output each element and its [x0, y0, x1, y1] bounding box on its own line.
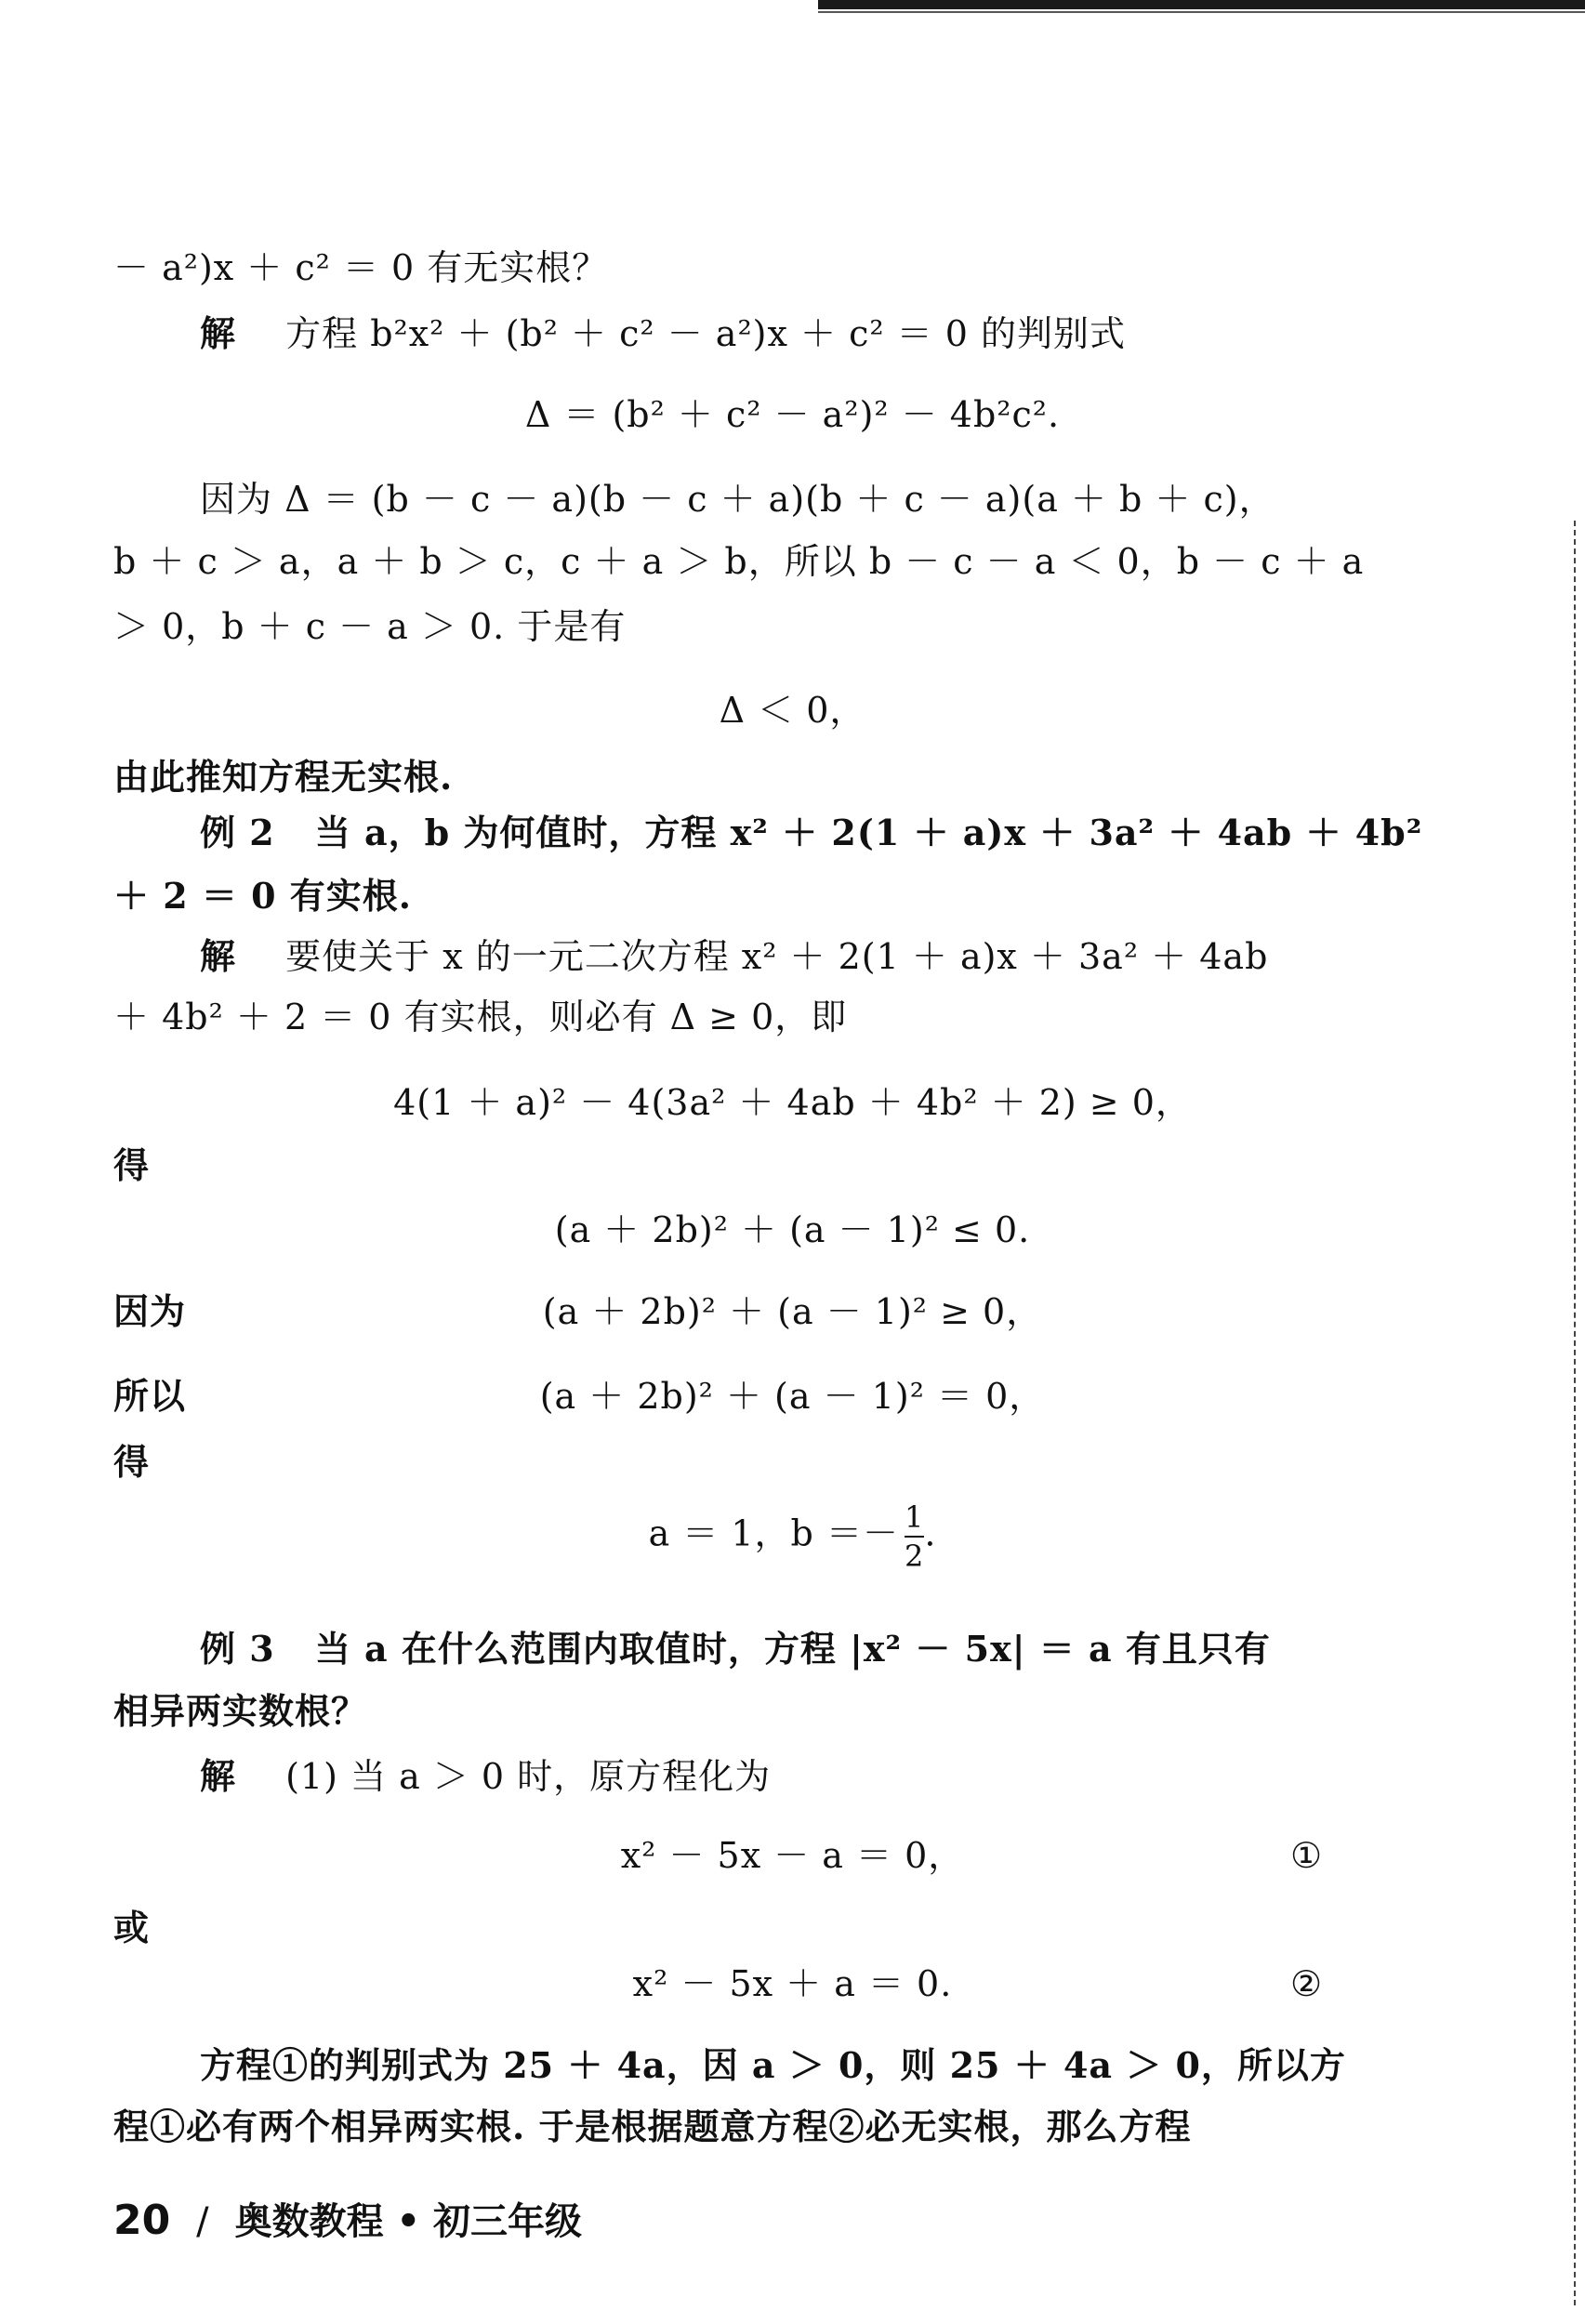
fraction	[905, 1499, 924, 1575]
text-span: 方程 b²x² ＋ (b² ＋ c² － a²)x ＋ c² ＝ 0 的判别式	[285, 313, 1127, 354]
solution-label: 解	[200, 1755, 237, 1797]
text-line: 所以	[113, 1375, 187, 1417]
top-edge-line	[818, 11, 1585, 13]
equation: 4(1 ＋ a)² － 4(3a² ＋ 4ab ＋ 4b² ＋ 2) ≥ 0，	[393, 1082, 1192, 1123]
page-footer	[113, 2192, 582, 2245]
text-line: 得	[113, 1441, 151, 1483]
text-line: － a²)x ＋ c² ＝ 0 有无实根？	[113, 247, 609, 288]
equation: (a ＋ 2b)² ＋ (a － 1)² ＝ 0，	[539, 1376, 1046, 1417]
text-line	[200, 310, 1126, 358]
equation: x² － 5x ＋ a ＝ 0.	[632, 1963, 953, 2004]
solution-label: 解	[200, 935, 237, 977]
equation: Δ ＝ (b² ＋ c² － a²)² － 4b²c².	[524, 394, 1061, 435]
solution-label: 解	[200, 312, 237, 354]
footer-separator: /	[196, 2200, 209, 2243]
equation: (a ＋ 2b)² ＋ (a － 1)² ≤ 0.	[554, 1209, 1031, 1250]
equation-end: .	[924, 1512, 937, 1554]
text-line: 或	[113, 1907, 151, 1948]
equation: (a ＋ 2b)² ＋ (a － 1)² ≥ 0，	[542, 1291, 1043, 1332]
text-line: ＞ 0，b ＋ c － a ＞ 0. 于是有	[113, 606, 627, 647]
equation: x² － 5x － a ＝ 0，	[620, 1835, 965, 1876]
equation	[0, 1499, 1585, 1575]
equation: Δ ＜ 0，	[719, 690, 866, 731]
text-line: 因为 Δ ＝ (b － c － a)(b － c ＋ a)(b ＋ c － a)(a ＋ b ＋ c)，	[200, 479, 1275, 520]
text-line: 方程①的判别式为 25 ＋ 4a，因 a ＞ 0，则 25 ＋ 4a ＞ 0，所以方	[200, 2044, 1346, 2086]
text-line: 相异两实数根？	[113, 1690, 368, 1732]
equation-number: ①	[1290, 1835, 1323, 1876]
text-line: 得	[113, 1144, 151, 1186]
text-line	[200, 809, 1422, 857]
equation-text: a ＝ 1，b ＝－	[648, 1512, 899, 1554]
text-line: ＋ 4b² ＋ 2 ＝ 0 有实根，则必有 Δ ≥ 0，即	[113, 997, 848, 1037]
text-line: ＋ 2 ＝ 0 有实根.	[113, 875, 413, 917]
text-line	[200, 1752, 771, 1801]
fraction-denominator: 2	[905, 1536, 924, 1575]
fraction-numerator: 1	[904, 1499, 925, 1535]
text-line	[200, 932, 1268, 981]
book-title: 奥数教程 • 初三年级	[234, 2200, 583, 2243]
text-line: 因为	[113, 1290, 187, 1332]
text-span: 当 a 在什么范围内取值时，方程 |x² － 5x| ＝ a 有且只有	[314, 1628, 1271, 1670]
example-label: 例 2	[200, 812, 275, 853]
text-span: 要使关于 x 的一元二次方程 x² ＋ 2(1 ＋ a)x ＋ 3a² ＋ 4ab	[285, 936, 1269, 977]
top-edge-bar	[818, 0, 1585, 9]
text-line: 程①必有两个相异两实根. 于是根据题意方程②必无实根，那么方程	[113, 2106, 1192, 2147]
text-span: (1) 当 a ＞ 0 时，原方程化为	[285, 1756, 772, 1797]
example-label: 例 3	[200, 1628, 275, 1670]
text-line	[200, 1625, 1271, 1673]
text-span: 当 a，b 为何值时，方程 x² ＋ 2(1 ＋ a)x ＋ 3a² ＋ 4ab ＋ 4b²	[314, 812, 1423, 853]
equation-number: ②	[1290, 1963, 1323, 2004]
text-line: 由此推知方程无实根.	[113, 756, 454, 798]
text-line: b ＋ c ＞ a，a ＋ b ＞ c，c ＋ a ＞ b，所以 b － c － a ＜ 0，b － c ＋ a	[113, 541, 1365, 582]
page-number: 20	[113, 2197, 171, 2244]
